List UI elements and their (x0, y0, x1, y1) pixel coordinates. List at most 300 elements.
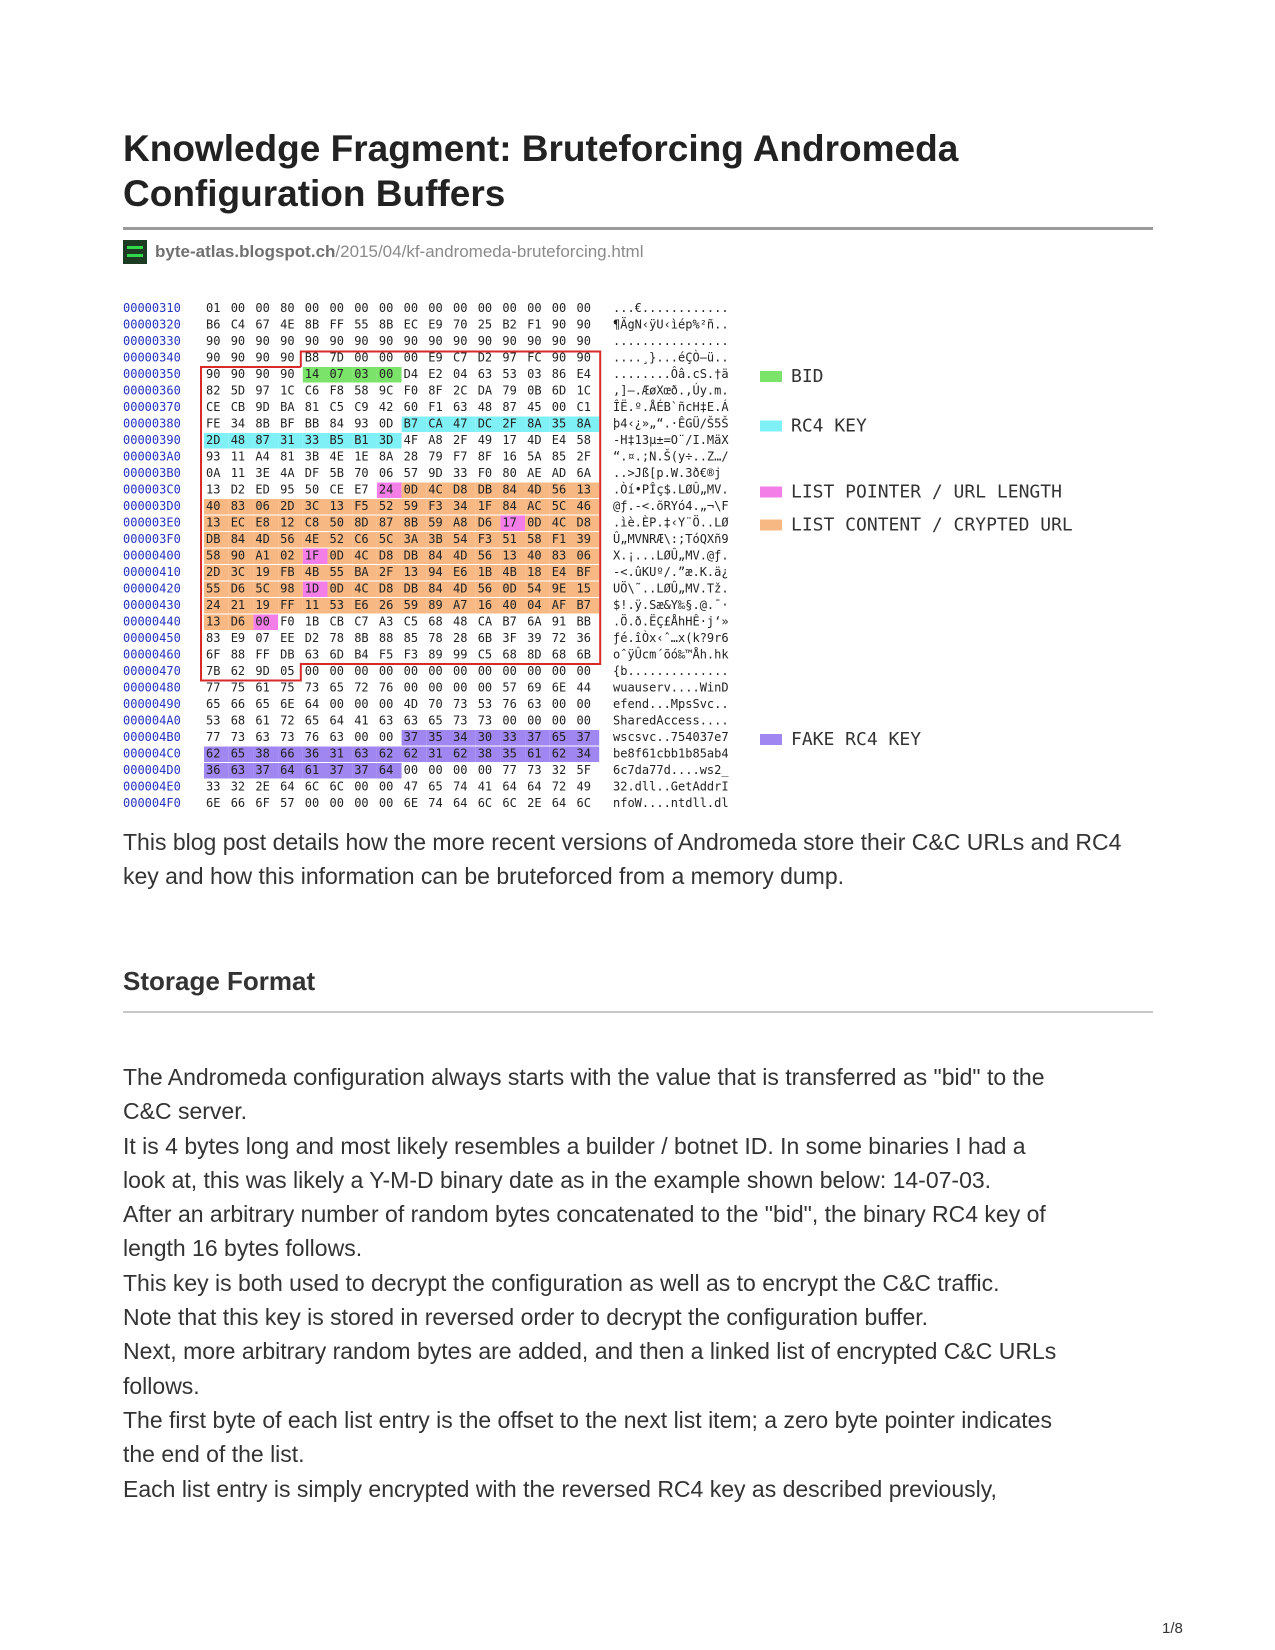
hex-byte: 61 (304, 763, 320, 777)
hex-byte: C5 (329, 400, 344, 414)
hex-byte: 00 (255, 301, 270, 315)
hex-byte: E9 (230, 631, 246, 645)
hex-byte: 65 (304, 713, 320, 728)
hex-byte: A4 (255, 449, 270, 464)
hex-byte: C5 (477, 647, 493, 662)
hex-byte: 00 (255, 614, 270, 629)
hex-address: 00000410 (123, 565, 181, 579)
hex-byte: 67 (255, 317, 270, 332)
hex-byte: 62 (403, 746, 419, 761)
hex-address: 000004F0 (123, 796, 181, 810)
hex-byte: 8B (354, 631, 369, 645)
body-line: It is 4 bytes long and most likely resembles a builder / botnet ID. In some binaries I had a (123, 1132, 1026, 1159)
hex-byte: 64 (280, 763, 295, 777)
hex-byte: 3B (304, 449, 320, 464)
hex-byte: 34 (453, 730, 468, 744)
hex-byte: 4D (527, 482, 542, 497)
hex-ascii: .Òí•PÎç$.LØÛ„MV. (613, 482, 729, 497)
hex-byte: 06 (378, 466, 394, 480)
hex-byte: 64 (453, 796, 468, 810)
hex-byte: 49 (576, 779, 591, 794)
hex-byte: 68 (502, 647, 517, 662)
hex-byte: E2 (428, 367, 443, 381)
hex-byte: 4B (502, 565, 517, 579)
hex-byte: 5A (527, 449, 542, 464)
hex-byte: 6C (477, 796, 493, 810)
body-line: C&C server. (123, 1098, 247, 1125)
hex-byte: 52 (378, 499, 394, 513)
hex-byte: 3E (255, 466, 270, 480)
hex-byte: F1 (551, 532, 567, 546)
hex-byte: 19 (255, 598, 270, 612)
hex-byte: 90 (230, 350, 246, 365)
hex-byte: A1 (255, 548, 270, 563)
hex-byte: 11 (304, 598, 320, 612)
hex-byte: 3C (230, 565, 246, 579)
hex-byte: 90 (206, 334, 221, 348)
hex-byte: E4 (551, 433, 567, 447)
hex-byte: 4F (403, 433, 419, 447)
hex-byte: 9E (551, 581, 567, 596)
hex-byte: 8B (304, 317, 320, 332)
hex-byte: 63 (403, 713, 419, 728)
hex-byte: 5C (255, 581, 270, 596)
hex-byte: 31 (280, 433, 295, 447)
hex-byte: 4D (453, 548, 468, 563)
hex-byte: 87 (378, 515, 394, 530)
hex-byte: 46 (576, 499, 591, 513)
hex-byte: 64 (551, 796, 567, 810)
hex-byte: 00 (403, 763, 419, 777)
hex-byte: 63 (255, 730, 270, 744)
hex-byte: E9 (428, 317, 443, 332)
hex-byte: 3B (428, 532, 443, 546)
hex-byte: 00 (428, 664, 443, 678)
hex-address: 00000390 (123, 433, 181, 447)
hexdump-svg (123, 300, 1123, 845)
hex-byte: 69 (527, 680, 542, 695)
hex-byte: 82 (206, 383, 221, 398)
hex-byte: 17 (502, 515, 517, 530)
hex-byte: 00 (477, 763, 493, 777)
hex-byte: 73 (453, 697, 468, 711)
hex-byte: 1C (576, 383, 591, 398)
hex-address: 000004B0 (123, 730, 181, 744)
hex-byte: 00 (576, 301, 591, 315)
hex-byte: 0D (329, 581, 344, 596)
hex-byte: 32 (230, 779, 246, 794)
hex-ascii: wuauserv....WinD (613, 680, 729, 695)
hex-byte: FF (329, 317, 344, 332)
hex-byte: 59 (403, 499, 419, 513)
hex-byte: D2 (230, 482, 246, 497)
body-line: This key is both used to decrypt the configuration as well as to encrypt the C&C traffic. (123, 1269, 1000, 1296)
hex-byte: 5C (551, 499, 567, 513)
hex-byte: FF (255, 647, 270, 662)
hex-byte: 89 (428, 647, 443, 662)
hex-byte: 87 (255, 433, 270, 447)
hex-ascii: {b.............. (613, 664, 729, 678)
hex-byte: 6C (576, 796, 591, 810)
hex-byte: 00 (378, 350, 394, 365)
hex-byte: 6C (329, 779, 344, 794)
hex-byte: 48 (477, 400, 493, 414)
hex-byte: 00 (378, 301, 394, 315)
hex-byte: 7B (206, 664, 221, 678)
hex-byte: 21 (230, 598, 246, 612)
hex-byte: 0A (206, 466, 221, 480)
hex-byte: 04 (527, 598, 542, 612)
hex-byte: 0B (527, 383, 542, 398)
hex-address: 000004A0 (123, 713, 181, 728)
hex-byte: 90 (329, 334, 344, 348)
hex-ascii: ...€............ (613, 301, 729, 315)
hex-byte: 00 (378, 367, 394, 381)
hex-byte: 40 (502, 598, 517, 612)
hex-byte: 54 (527, 581, 542, 596)
hex-byte: AE (527, 466, 542, 480)
hex-byte: 90 (378, 334, 394, 348)
hex-byte: 4E (304, 532, 320, 546)
hex-byte: 00 (403, 680, 419, 695)
hex-byte: 58 (206, 548, 221, 563)
hex-byte: 00 (477, 680, 493, 695)
hex-byte: DB (477, 482, 493, 497)
hex-byte: 13 (502, 548, 517, 563)
hex-address: 000004E0 (123, 779, 181, 794)
hex-byte: 78 (329, 631, 344, 645)
hex-byte: 00 (576, 697, 591, 711)
section-body (123, 1060, 1163, 1506)
legend-label: LIST CONTENT / CRYPTED URL (791, 514, 1073, 536)
hex-ascii: Û„MVNRÆ\:;TóQXñ9 (613, 532, 729, 546)
hex-byte: A3 (378, 614, 394, 629)
intro-paragraph: This blog post details how the more recent versions of Andromeda store their C&C URLs and RC4 key and how this information can be bruteforced from a memory dump. (123, 829, 1122, 889)
hex-byte: D2 (477, 350, 493, 365)
hex-byte: 14 (304, 367, 320, 381)
hex-byte: E4 (576, 367, 591, 381)
hex-byte: E6 (354, 598, 369, 612)
hex-byte: 00 (502, 301, 517, 315)
hex-byte: 7D (329, 350, 344, 365)
hex-byte: 85 (551, 449, 567, 464)
hex-byte: 34 (230, 416, 246, 431)
hex-byte: F5 (378, 647, 394, 662)
hex-byte: 90 (354, 334, 369, 348)
hex-byte: 00 (378, 664, 394, 678)
hex-byte: 2C (453, 383, 468, 398)
hex-byte: 90 (230, 548, 246, 563)
hex-byte: 24 (378, 482, 394, 497)
hex-byte: 00 (354, 779, 369, 794)
hex-ascii: -H‡13µ±=O¨/I.MäX (613, 433, 729, 447)
hex-byte: 26 (378, 598, 394, 612)
hex-byte: 73 (304, 680, 320, 695)
hex-byte: 63 (477, 367, 493, 381)
hex-ascii: þ4‹¿»„“.·ÊGÜ/Š5Š (613, 416, 729, 431)
hex-byte: 1F (477, 499, 493, 513)
hex-byte: DB (206, 532, 221, 546)
hex-byte: 73 (453, 713, 468, 728)
hex-byte: 90 (527, 334, 542, 348)
hex-byte: 56 (280, 532, 295, 546)
hex-byte: CB (329, 614, 344, 629)
hex-byte: 00 (453, 664, 468, 678)
hex-byte: 84 (502, 499, 517, 513)
hex-byte: 8D (527, 647, 542, 662)
hex-byte: 00 (502, 664, 517, 678)
hex-byte: 62 (230, 664, 246, 678)
hex-byte: 13 (329, 499, 344, 513)
hex-byte: 84 (502, 482, 517, 497)
hex-byte: 90 (551, 334, 567, 348)
hex-byte: 4E (280, 317, 295, 332)
hex-byte: C4 (230, 317, 246, 332)
hex-byte: 98 (280, 581, 295, 596)
hex-byte: 00 (378, 730, 394, 744)
hex-byte: 00 (527, 713, 542, 728)
hex-byte: 0D (378, 416, 394, 431)
hex-byte: 00 (230, 301, 246, 315)
hex-byte: 93 (354, 416, 369, 431)
hex-byte: 78 (428, 631, 443, 645)
hex-byte: 97 (502, 350, 517, 365)
hex-byte: 6F (206, 647, 221, 662)
hex-byte: 11 (230, 449, 246, 464)
hex-byte: 00 (329, 796, 344, 810)
hex-byte: D8 (453, 482, 468, 497)
legend-swatch (760, 734, 782, 745)
hex-byte: 61 (527, 746, 542, 761)
body-line: After an arbitrary number of random bytes concatenated to the "bid", the binary RC4 key of (123, 1201, 1046, 1228)
hex-address: 00000460 (123, 647, 181, 662)
hex-byte: 70 (428, 697, 443, 711)
hex-byte: 0D (403, 482, 419, 497)
hex-address: 00000400 (123, 548, 181, 563)
hex-byte: 16 (477, 598, 493, 612)
hex-byte: 74 (453, 779, 468, 794)
hex-byte: 4A (280, 466, 295, 480)
hex-byte: 33 (453, 466, 468, 480)
hex-byte: 90 (477, 334, 493, 348)
hex-byte: 85 (403, 631, 419, 645)
hex-byte: 32 (551, 763, 567, 777)
hex-byte: DC (477, 416, 493, 431)
hex-ascii: nfoW....ntdll.dl (613, 796, 729, 810)
source-link[interactable] (123, 240, 643, 264)
hex-byte: 5B (329, 466, 344, 480)
section-heading: Storage Format (123, 966, 316, 996)
hex-byte: 37 (354, 763, 369, 777)
hex-byte: F3 (477, 532, 493, 546)
hex-byte: 72 (354, 680, 369, 695)
hex-byte: 90 (576, 317, 591, 332)
hex-byte: E9 (428, 350, 443, 365)
hex-byte: 8B (403, 515, 419, 530)
hex-byte: 0D (527, 515, 542, 530)
hex-byte: 90 (403, 334, 419, 348)
hex-byte: DB (403, 581, 419, 596)
hex-byte: 8B (255, 416, 270, 431)
hex-byte: 6C (502, 796, 517, 810)
hex-byte: 72 (280, 713, 295, 728)
hex-byte: DB (403, 548, 419, 563)
hex-byte: 61 (255, 680, 270, 695)
hex-byte: 00 (428, 301, 443, 315)
hex-byte: 66 (280, 746, 295, 761)
hex-byte: 18 (527, 565, 542, 579)
hex-byte: 40 (206, 499, 221, 513)
hex-byte: 2D (206, 433, 221, 447)
hex-byte: 9D (255, 400, 270, 414)
hex-byte: 62 (551, 746, 567, 761)
hex-byte: 90 (453, 334, 468, 348)
hex-byte: 94 (428, 565, 443, 579)
hex-byte: 64 (280, 779, 295, 794)
hex-byte: 62 (206, 746, 221, 761)
hex-byte: A7 (453, 598, 468, 612)
hex-byte: 3D (378, 433, 394, 447)
hex-byte: B1 (354, 433, 369, 447)
hex-address: 000003C0 (123, 482, 181, 497)
hex-byte: 19 (255, 565, 270, 579)
hex-address: 000004D0 (123, 763, 181, 777)
title-divider (123, 227, 1153, 230)
hex-ascii: @ƒ.-<.õRYó4.„¬\F (613, 499, 729, 513)
hex-byte: 57 (280, 796, 295, 810)
hex-byte: 42 (378, 400, 394, 414)
hex-address: 00000490 (123, 697, 181, 711)
hex-byte: 65 (329, 680, 344, 695)
hex-byte: C7 (453, 350, 468, 365)
hex-ascii: ..>Jß[p.W.3ð€®j (613, 466, 722, 480)
hex-byte: 40 (527, 548, 542, 563)
hex-byte: D6 (477, 515, 493, 530)
hex-address: 00000370 (123, 400, 181, 414)
hex-byte: B8 (304, 350, 320, 365)
body-line: Each list entry is simply encrypted with the reversed RC4 key as described previously, (123, 1475, 997, 1502)
hex-byte: 6E (206, 796, 221, 810)
hex-byte: 63 (378, 713, 394, 728)
hex-byte: 99 (453, 647, 468, 662)
hex-byte: 76 (378, 680, 394, 695)
hex-byte: 12 (280, 515, 295, 530)
hex-ascii: ƒé.îÒx‹ˆ…x(k?9r6 (613, 631, 729, 645)
hex-byte: FB (280, 565, 295, 579)
hex-byte: 1F (304, 548, 320, 563)
hex-byte: 49 (477, 433, 493, 447)
hex-byte: 50 (304, 482, 320, 497)
hex-byte: 90 (280, 350, 295, 365)
hex-byte: 25 (477, 317, 493, 332)
hex-byte: 00 (329, 664, 344, 678)
hex-address: 00000420 (123, 581, 181, 596)
hex-byte: 72 (551, 631, 567, 645)
hex-byte: 06 (255, 499, 270, 513)
hex-byte: 00 (551, 713, 567, 728)
hex-byte: 51 (502, 532, 517, 546)
hex-byte: FF (280, 598, 295, 612)
hex-byte: 77 (206, 680, 221, 695)
hex-byte: 97 (255, 383, 270, 398)
hex-byte: 66 (230, 697, 246, 711)
hex-byte: 28 (403, 449, 419, 464)
hex-byte: AD (551, 466, 567, 480)
hex-byte: 1D (304, 581, 320, 596)
hex-byte: 0D (502, 581, 517, 596)
hex-byte: 00 (428, 763, 443, 777)
hex-byte: D2 (304, 631, 320, 645)
hex-byte: 00 (354, 796, 369, 810)
hex-byte: DB (280, 647, 295, 662)
hex-byte: 83 (551, 548, 567, 563)
hex-byte: 00 (378, 796, 394, 810)
hex-byte: 8B (378, 317, 394, 332)
hex-byte: 1C (280, 383, 295, 398)
hex-byte: F5 (354, 499, 369, 513)
hex-byte: F1 (428, 400, 443, 414)
hex-ascii: ÎË.º.ÅÉB`ñcH‡E.Á (613, 400, 729, 414)
hex-ascii: ¶ÄgN‹ÿU‹ìép%²ñ.. (613, 317, 729, 332)
hex-ascii: “.¤.;N.Š(y÷..Z…/ (613, 449, 729, 464)
hex-byte: 2D (280, 499, 295, 513)
hex-address: 00000430 (123, 598, 181, 612)
hex-byte: 4D (453, 581, 468, 596)
hex-byte: 56 (477, 581, 493, 596)
hex-byte: 90 (576, 334, 591, 348)
hex-byte: 00 (304, 796, 320, 810)
hex-byte: 84 (428, 581, 443, 596)
hex-byte: 63 (453, 400, 468, 414)
article-title: Knowledge Fragment: Bruteforcing Andromeda Configuration Buffers (123, 128, 959, 214)
hex-byte: 00 (477, 301, 493, 315)
hex-byte: 9D (428, 466, 443, 480)
hex-byte: 00 (453, 680, 468, 695)
hex-byte: C8 (304, 515, 320, 530)
hex-byte: 90 (551, 317, 567, 332)
hex-byte: 37 (527, 730, 542, 744)
legend-swatch (760, 371, 782, 382)
hex-byte: 00 (403, 301, 419, 315)
hex-byte: 90 (280, 334, 295, 348)
hex-byte: 60 (403, 400, 419, 414)
hex-address: 000003B0 (123, 466, 181, 480)
hex-byte: 64 (502, 779, 517, 794)
hex-byte: 65 (428, 713, 443, 728)
hex-byte: C7 (354, 614, 369, 629)
hex-byte: 36 (206, 763, 221, 777)
hex-byte: 90 (576, 350, 591, 365)
hex-byte: D6 (230, 614, 246, 629)
hex-byte: 79 (502, 383, 517, 398)
hex-byte: DA (477, 383, 493, 398)
hex-byte: 13 (576, 482, 591, 497)
hex-byte: 00 (527, 301, 542, 315)
hex-byte: 90 (206, 350, 221, 365)
hex-ascii: ................ (613, 334, 729, 348)
hex-byte: 30 (477, 730, 493, 744)
hex-byte: BF (576, 565, 591, 579)
hex-byte: 58 (576, 433, 591, 447)
hex-address: 00000310 (123, 301, 181, 315)
hex-byte: C5 (403, 614, 419, 629)
hex-byte: 13 (206, 482, 221, 497)
hex-byte: 39 (527, 631, 542, 645)
hex-byte: 80 (280, 301, 295, 315)
hex-byte: 56 (551, 482, 567, 497)
hex-byte: 39 (576, 532, 591, 546)
hex-byte: 36 (304, 746, 320, 761)
